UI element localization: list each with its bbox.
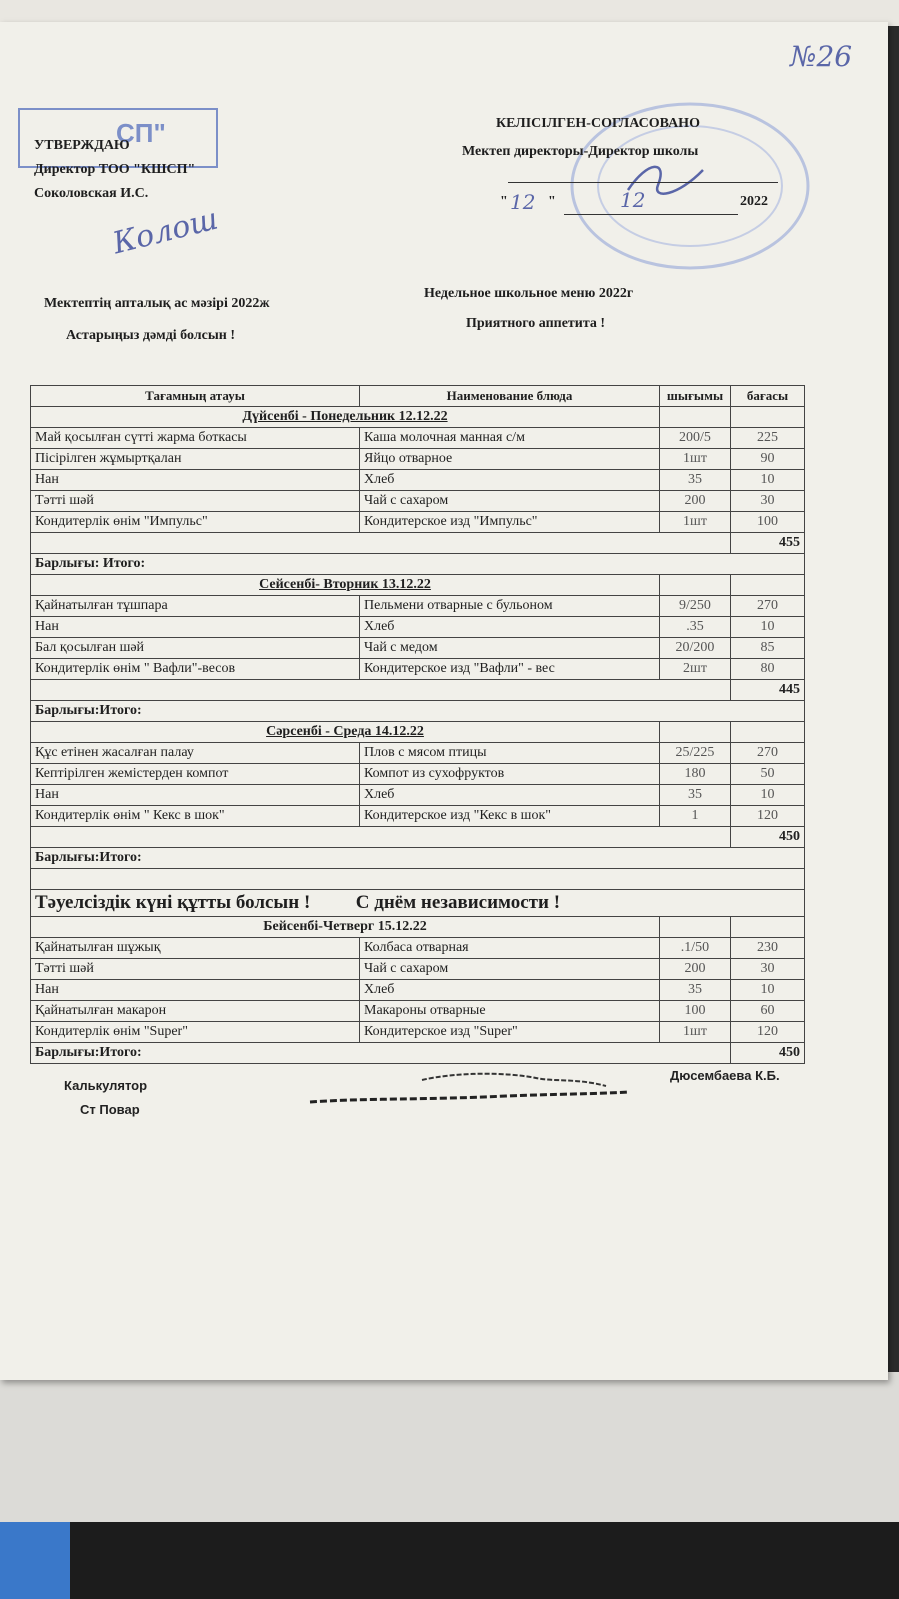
col-header-kz: Тағамның атауы xyxy=(31,386,360,407)
dish-yield: 1шт xyxy=(660,449,731,470)
table-row xyxy=(31,512,805,533)
table-row xyxy=(31,659,805,680)
table-row xyxy=(31,785,805,806)
day-title: Сәрсенбі - Среда 14.12.22 xyxy=(31,722,660,743)
dish-ru: Чай с сахаром xyxy=(360,491,660,512)
empty-cell xyxy=(731,575,805,596)
day-total-value: 455 xyxy=(731,533,805,554)
signature-line xyxy=(508,182,778,183)
dish-ru: Хлеб xyxy=(360,617,660,638)
subtotal-row xyxy=(31,680,805,701)
dish-ru: Пельмени отварные с бульоном xyxy=(360,596,660,617)
background-blue-object xyxy=(0,1522,70,1599)
kz-wish: Астарыңыз дәмді болсын ! xyxy=(66,328,236,343)
approve-heading: УТВЕРЖДАЮ xyxy=(34,138,130,153)
dish-yield: 35 xyxy=(660,785,731,806)
dish-price: 80 xyxy=(731,659,805,680)
agreed-heading: КЕЛІСІЛГЕН-СОГЛАСОВАНО xyxy=(496,116,700,131)
ru-menu-title: Недельное школьное меню 2022г xyxy=(424,286,634,301)
empty-cell xyxy=(31,533,731,554)
table-header-row xyxy=(31,386,805,407)
dish-kz: Пісірілген жұмыртқалан xyxy=(31,449,360,470)
dish-ru: Макароны отварные xyxy=(360,1001,660,1022)
day-row xyxy=(31,407,805,428)
empty-row xyxy=(31,869,805,890)
total-label-row xyxy=(31,1043,805,1064)
date-month: 12 xyxy=(620,188,646,212)
col-header-ru: Наименование блюда xyxy=(360,386,660,407)
dish-price: 30 xyxy=(731,959,805,980)
dish-ru: Колбаса отварная xyxy=(360,938,660,959)
dish-kz: Қайнатылған макарон xyxy=(31,1001,360,1022)
day-total-label: Барлығы: Итого: xyxy=(31,554,805,575)
dish-price: 10 xyxy=(731,470,805,491)
holiday-ru: С днём независимости ! xyxy=(355,892,561,913)
dish-yield: 20/200 xyxy=(660,638,731,659)
dish-yield: 25/225 xyxy=(660,743,731,764)
table-row xyxy=(31,428,805,449)
dish-kz: Құс етінен жасалған палау xyxy=(31,743,360,764)
day-total-value: 450 xyxy=(731,827,805,848)
table-row xyxy=(31,596,805,617)
director-title: Директор ТОО "КШСП" xyxy=(34,162,196,177)
background-floor xyxy=(0,1522,899,1599)
table-row xyxy=(31,980,805,1001)
dish-yield: 200 xyxy=(660,491,731,512)
dish-ru: Чай с сахаром xyxy=(360,959,660,980)
dish-price: 225 xyxy=(731,428,805,449)
empty-cell xyxy=(731,407,805,428)
cook-name: Дюсембаева К.Б. xyxy=(670,1068,780,1083)
table-row xyxy=(31,491,805,512)
dish-ru: Чай с медом xyxy=(360,638,660,659)
day-total-label: Барлығы:Итого: xyxy=(31,701,805,722)
day-row xyxy=(31,575,805,596)
stamp-text: СП" xyxy=(116,118,166,148)
empty-cell xyxy=(31,680,731,701)
date-quote-close: " xyxy=(548,194,556,209)
dish-yield: 100 xyxy=(660,1001,731,1022)
dish-kz: Қайнатылған шұжық xyxy=(31,938,360,959)
empty-cell xyxy=(31,869,805,890)
dish-yield: 2шт xyxy=(660,659,731,680)
dish-kz: Нан xyxy=(31,980,360,1001)
dish-ru: Плов с мясом птицы xyxy=(360,743,660,764)
day-title: Бейсенбі-Четверг 15.12.22 xyxy=(31,917,660,938)
table-row xyxy=(31,449,805,470)
dish-yield: 35 xyxy=(660,470,731,491)
total-label-row xyxy=(31,701,805,722)
dish-kz: Май қосылған сүтті жарма боткасы xyxy=(31,428,360,449)
dish-yield: 1 xyxy=(660,806,731,827)
dish-kz: Кондитерлік өнім " Кекс в шок" xyxy=(31,806,360,827)
dish-yield: 35 xyxy=(660,980,731,1001)
dish-price: 120 xyxy=(731,1022,805,1043)
total-label-row xyxy=(31,554,805,575)
table-row xyxy=(31,470,805,491)
dish-price: 270 xyxy=(731,743,805,764)
day-total-value: 445 xyxy=(731,680,805,701)
dish-kz: Тәтті шәй xyxy=(31,491,360,512)
dish-kz: Кондитерлік өнім " Вафли"-весов xyxy=(31,659,360,680)
dish-ru: Хлеб xyxy=(360,470,660,491)
empty-cell xyxy=(660,575,731,596)
dish-ru: Яйцо отварное xyxy=(360,449,660,470)
day-title: Дүйсенбі - Понедельник 12.12.22 xyxy=(31,407,660,428)
dish-kz: Нан xyxy=(31,617,360,638)
table-row xyxy=(31,938,805,959)
day-total-label: Барлығы:Итого: xyxy=(31,1043,731,1064)
dish-yield: .1/50 xyxy=(660,938,731,959)
dish-yield: 1шт xyxy=(660,512,731,533)
ru-wish: Приятного аппетита ! xyxy=(466,316,606,331)
dish-kz: Тәтті шәй xyxy=(31,959,360,980)
dish-yield: 9/250 xyxy=(660,596,731,617)
kz-menu-title: Мектептің апталық ас мәзірі 2022ж xyxy=(44,296,270,311)
day-row xyxy=(31,722,805,743)
dish-price: 270 xyxy=(731,596,805,617)
director-name: Соколовская И.С. xyxy=(34,186,149,201)
dish-kz: Нан xyxy=(31,785,360,806)
doc-number: №26 xyxy=(790,40,853,73)
day-title: Сейсенбі- Вторник 13.12.22 xyxy=(31,575,660,596)
dish-kz: Кептірілген жемістерден компот xyxy=(31,764,360,785)
dish-kz: Нан xyxy=(31,470,360,491)
dish-ru: Кондитерское изд "Super" xyxy=(360,1022,660,1043)
table-row xyxy=(31,806,805,827)
dish-yield: 200 xyxy=(660,959,731,980)
holiday-row xyxy=(31,890,805,917)
school-director-title: Мектеп директоры-Директор школы xyxy=(462,144,699,159)
date-line xyxy=(564,214,738,215)
empty-cell xyxy=(731,917,805,938)
empty-cell xyxy=(660,722,731,743)
table-row xyxy=(31,743,805,764)
dish-price: 85 xyxy=(731,638,805,659)
dish-price: 10 xyxy=(731,980,805,1001)
dish-price: 100 xyxy=(731,512,805,533)
dish-price: 10 xyxy=(731,617,805,638)
dish-yield: 1шт xyxy=(660,1022,731,1043)
dish-price: 120 xyxy=(731,806,805,827)
empty-cell xyxy=(31,827,731,848)
total-label-row xyxy=(31,848,805,869)
col-header-yield: шығымы xyxy=(660,386,731,407)
dish-price: 90 xyxy=(731,449,805,470)
menu-sheet xyxy=(0,22,888,1380)
dish-ru: Кондитерское изд "Импульс" xyxy=(360,512,660,533)
date-day: 12 xyxy=(510,190,536,214)
dish-ru: Компот из сухофруктов xyxy=(360,764,660,785)
background-table-surface xyxy=(0,1372,899,1522)
table-row xyxy=(31,617,805,638)
dish-yield: 200/5 xyxy=(660,428,731,449)
table-row xyxy=(31,959,805,980)
dish-yield: .35 xyxy=(660,617,731,638)
table-row xyxy=(31,638,805,659)
holiday-cell xyxy=(31,890,805,917)
director-signature: Колош xyxy=(109,201,222,262)
dish-kz: Қайнатылған тұшпара xyxy=(31,596,360,617)
day-total-label: Барлығы:Итого: xyxy=(31,848,805,869)
table-row xyxy=(31,1001,805,1022)
empty-cell xyxy=(660,407,731,428)
dish-price: 10 xyxy=(731,785,805,806)
dish-price: 60 xyxy=(731,1001,805,1022)
dish-ru: Каша молочная манная с/м xyxy=(360,428,660,449)
dish-ru: Кондитерское изд "Вафли" - вес xyxy=(360,659,660,680)
cook-signature xyxy=(306,1064,636,1114)
dish-kz: Кондитерлік өнім "Импульс" xyxy=(31,512,360,533)
dish-ru: Хлеб xyxy=(360,980,660,1001)
day-total-value: 450 xyxy=(731,1043,805,1064)
holiday-kz: Тәуелсіздік күні құтты болсын ! xyxy=(35,892,311,913)
day-row xyxy=(31,917,805,938)
dish-price: 30 xyxy=(731,491,805,512)
subtotal-row xyxy=(31,533,805,554)
empty-cell xyxy=(731,722,805,743)
dish-yield: 180 xyxy=(660,764,731,785)
cook-label: Ст Повар xyxy=(80,1102,140,1117)
dish-kz: Кондитерлік өнім "Super" xyxy=(31,1022,360,1043)
calculator-label: Калькулятор xyxy=(64,1078,148,1093)
dish-kz: Бал қосылған шәй xyxy=(31,638,360,659)
subtotal-row xyxy=(31,827,805,848)
table-row xyxy=(31,764,805,785)
dish-price: 230 xyxy=(731,938,805,959)
dish-ru: Хлеб xyxy=(360,785,660,806)
col-header-price: бағасы xyxy=(731,386,805,407)
dish-price: 50 xyxy=(731,764,805,785)
date-quote-open: " xyxy=(500,194,508,209)
table-row xyxy=(31,1022,805,1043)
date-year: 2022 xyxy=(740,194,768,209)
menu-table xyxy=(30,385,805,1064)
empty-cell xyxy=(660,917,731,938)
dish-ru: Кондитерское изд "Кекс в шок" xyxy=(360,806,660,827)
